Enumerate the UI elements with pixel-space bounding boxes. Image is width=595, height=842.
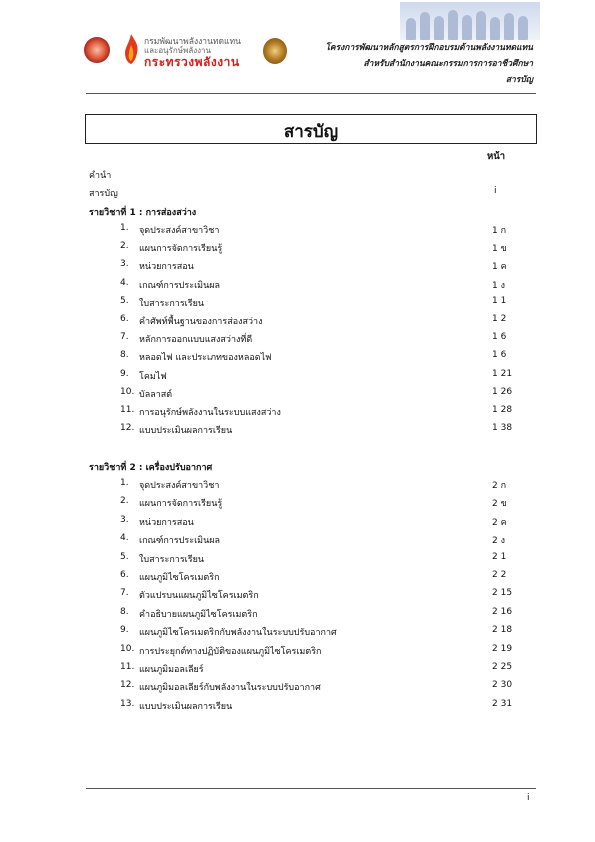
toc-item-label: จุดประสงค์สาขาวิชา <box>139 481 220 491</box>
toc-item-page: 1 38 <box>492 423 513 434</box>
toc-intro-label: สารบัญ <box>89 189 118 199</box>
toc-item-page: 1 6 <box>492 350 507 361</box>
project-title: โครงการพัฒนาหลักสูตรการฝึกอบรมด้านพลังงานทดแทน <box>325 43 533 53</box>
toc-item-number: 2. <box>120 241 129 252</box>
toc-item-label: แผนภูมิไซโครเมตริก <box>139 573 220 583</box>
toc-item-number: 9. <box>120 368 129 379</box>
toc-item-page: 2 ค <box>492 517 507 528</box>
section-heading: รายวิชาที่ 1 : การส่องสว่าง <box>89 208 197 218</box>
header-people-banner <box>400 2 540 40</box>
toc-item-page: 2 18 <box>492 625 513 636</box>
toc-item-number: 8. <box>120 606 129 617</box>
toc-item-page: 2 19 <box>492 643 513 654</box>
toc-item-page: 2 16 <box>492 606 513 617</box>
toc-item-page: 2 ข <box>492 499 507 510</box>
toc-item-label: แผนภูมิไซโครเมตริกกับพลังงานในระบบปรับอากาศ <box>139 628 337 639</box>
header-section-label: สารบัญ <box>505 75 533 85</box>
toc-item-label: โคมไฟ <box>139 371 167 382</box>
org-name-line2: และอนุรักษ์พลังงาน <box>144 46 211 55</box>
toc-item-page: 1 21 <box>492 368 513 379</box>
toc-item-page: 1 2 <box>492 314 507 324</box>
toc-item-page: 1 ก <box>492 226 507 236</box>
footer-divider <box>86 788 536 789</box>
toc-item-number: 9. <box>120 625 129 636</box>
ministry-name: กระทรวงพลังงาน <box>144 55 240 69</box>
energy-flame-logo <box>123 33 140 65</box>
toc-item-label: เกณฑ์การประเมินผล <box>139 536 221 547</box>
toc-item-page: 2 1 <box>492 551 507 562</box>
footer-page-number: i <box>527 793 530 803</box>
toc-item-label: คำอธิบายแผนภูมิไซโครเมตริก <box>139 609 258 620</box>
toc-item-number: 5. <box>120 551 129 562</box>
toc-item-number: 12. <box>120 423 135 434</box>
toc-intro-label: คำนำ <box>89 171 112 181</box>
toc-item-number: 6. <box>120 314 129 324</box>
toc-item-page: 2 25 <box>492 662 513 672</box>
toc-item-number: 3. <box>120 514 129 525</box>
toc-item-label: แบบประเมินผลการเรียน <box>139 426 233 437</box>
toc-item-label: แผนภูมิมอลเลียร์ <box>139 665 204 675</box>
toc-item-page: 1 28 <box>492 405 513 415</box>
toc-item-page: 2 15 <box>492 588 513 599</box>
toc-item-page: 2 ง <box>492 536 505 547</box>
toc-item-number: 4. <box>120 277 129 288</box>
toc-item-number: 5. <box>120 295 129 306</box>
section-heading: รายวิชาที่ 2 : เครื่องปรับอากาศ <box>89 463 213 473</box>
toc-item-page: 1 26 <box>492 386 513 397</box>
toc-item-label: ใบสาระการเรียน <box>139 298 204 309</box>
department-seal-logo <box>263 38 287 64</box>
toc-item-number: 6. <box>120 570 129 580</box>
toc-item-number: 7. <box>120 332 129 343</box>
toc-item-number: 11. <box>120 405 135 415</box>
toc-item-label: จุดประสงค์สาขาวิชา <box>139 226 220 236</box>
toc-item-number: 7. <box>120 588 129 599</box>
toc-item-number: 13. <box>120 698 135 709</box>
toc-item-page: 2 ก <box>492 481 507 491</box>
toc-item-page: 1 ข <box>492 244 507 255</box>
toc-item-label: เกณฑ์การประเมินผล <box>139 280 221 291</box>
toc-item-number: 11. <box>120 662 135 672</box>
toc-item-label: บัลลาสต์ <box>139 389 173 400</box>
toc-item-number: 3. <box>120 259 129 270</box>
title-box <box>85 114 537 144</box>
toc-item-label: แบบประเมินผลการเรียน <box>139 701 233 712</box>
toc-item-number: 2. <box>120 496 129 507</box>
toc-item-label: หน่วยการสอน <box>139 262 194 273</box>
toc-item-page: 2 31 <box>492 698 513 709</box>
toc-item-number: 8. <box>120 350 129 361</box>
toc-item-page: 1 1 <box>492 295 507 306</box>
toc-item-number: 10. <box>120 643 135 654</box>
toc-item-page: 2 2 <box>492 570 507 580</box>
toc-item-number: 4. <box>120 533 129 544</box>
toc-item-page: 1 ง <box>492 280 505 291</box>
toc-item-number: 10. <box>120 386 135 397</box>
toc-item-label: คำศัพท์พื้นฐานของการส่องสว่าง <box>139 317 263 327</box>
toc-item-number: 1. <box>120 478 129 488</box>
toc-item-label: แผนการจัดการเรียนรู้ <box>139 244 223 255</box>
toc-item-label: การอนุรักษ์พลังงานในระบบแสงสว่าง <box>139 408 281 418</box>
page-header <box>0 0 595 95</box>
header-divider <box>86 93 536 94</box>
toc-item-label: การประยุกต์ทางปฏิบัติของแผนภูมิไซโครเมตริก <box>139 646 322 657</box>
toc-item-label: ใบสาระการเรียน <box>139 554 204 565</box>
agency-name: สำหรับสำนักงานคณะกรรมการการอาชีวศึกษา <box>363 59 533 69</box>
toc-intro-page: i <box>494 186 497 196</box>
toc-item-page: 2 30 <box>492 680 513 691</box>
toc-item-label: หลักการออกแบบแสงสว่างที่ดี <box>139 335 253 346</box>
ministry-seal-logo <box>84 37 110 63</box>
page-column-header: หน้า <box>487 151 506 162</box>
org-name-line1: กรมพัฒนาพลังงานทดแทน <box>144 37 241 47</box>
toc-item-label: แผนการจัดการเรียนรู้ <box>139 499 223 510</box>
toc-item-number: 1. <box>120 223 129 233</box>
toc-item-number: 12. <box>120 680 135 691</box>
toc-item-label: หลอดไฟ และประเภทของหลอดไฟ <box>139 353 272 364</box>
toc-item-page: 1 6 <box>492 332 507 343</box>
page-title: สารบัญ <box>283 122 339 142</box>
toc-item-label: แผนภูมิมอลเลียร์กับพลังงานในระบบปรับอากาศ <box>139 683 321 694</box>
toc-item-label: ตัวแปรบนแผนภูมิไซโครเมตริก <box>139 591 259 602</box>
toc-item-label: หน่วยการสอน <box>139 517 194 528</box>
toc-item-page: 1 ค <box>492 262 507 273</box>
